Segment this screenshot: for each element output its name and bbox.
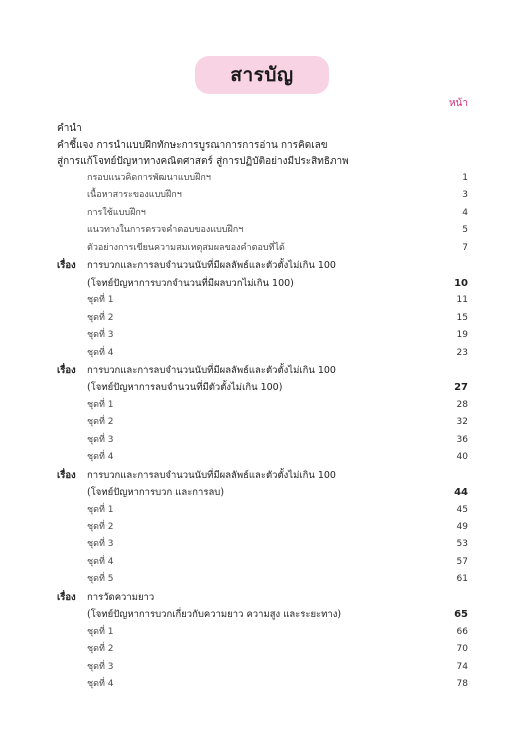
toc-row-subtitle — [0, 484, 524, 501]
toc-row-set — [0, 676, 524, 693]
toc-page-number: 44 — [454, 487, 468, 499]
title-area — [0, 56, 524, 94]
toc-row-set — [0, 659, 524, 676]
toc-page-number: 61 — [456, 574, 468, 585]
topic-word: เรื่อง — [57, 364, 76, 376]
toc-page-number: 40 — [456, 452, 468, 463]
toc-page-number: 19 — [456, 330, 468, 341]
toc-row-set — [0, 292, 524, 309]
set-label: ชุดที่ 4 — [87, 452, 114, 463]
toc-page-number: 11 — [456, 295, 468, 306]
set-label: ชุดที่ 1 — [87, 399, 114, 410]
toc-page-number: 1 — [462, 173, 468, 183]
set-label: ชุดที่ 5 — [87, 574, 114, 585]
topic-subtitle: (โจทย์ปัญหาการบวกจำนวนที่มีผลบวกไม่เกิน 100) — [87, 277, 294, 289]
toc-row-prelim — [0, 240, 524, 257]
toc-page-number: 65 — [454, 609, 468, 621]
toc-row-set — [0, 397, 524, 414]
set-label: ชุดที่ 3 — [87, 661, 114, 672]
page-column-header: หน้า — [448, 98, 468, 109]
toc-page-number: 49 — [456, 522, 468, 532]
intro-line-explanation: คำชี้แจง การนำแบบฝึกทักษะการบูรณาการการอ่าน การคิดเลข — [57, 139, 328, 151]
toc-page-number: 7 — [462, 242, 468, 253]
topic-word: เรื่อง — [57, 591, 76, 603]
toc-row-set — [0, 554, 524, 571]
toc-entry-label: เนื้อหาสาระของแบบฝึกฯ — [87, 190, 182, 201]
intro-block — [57, 121, 477, 171]
toc-row-topic — [0, 589, 524, 606]
toc-row-topic — [0, 362, 524, 379]
toc-page-number: 28 — [456, 399, 468, 410]
toc-row-prelim — [0, 222, 524, 239]
toc-row-set — [0, 432, 524, 449]
set-label: ชุดที่ 2 — [87, 644, 114, 655]
topic-title: การบวกและการลบจำนวนนับที่มีผลลัพธ์และตัวตั้งไม่เกิน 100 — [87, 469, 336, 481]
toc-row-set — [0, 519, 524, 536]
toc-row-subtitle — [0, 275, 524, 292]
toc-row-set — [0, 310, 524, 327]
topic-subtitle: (โจทย์ปัญหาการบวกเกี่ยวกับความยาว ความสูง และระยะทาง) — [87, 609, 342, 621]
toc-row-set — [0, 571, 524, 588]
topic-title: การวัดความยาว — [87, 591, 155, 603]
set-label: ชุดที่ 3 — [87, 434, 114, 445]
toc-page-number: 4 — [462, 207, 468, 218]
toc-entry-label: การใช้แบบฝึกฯ — [87, 207, 146, 218]
toc-row-set — [0, 502, 524, 519]
intro-line-foreword: คำนำ — [57, 123, 82, 134]
topic-word: เรื่อง — [57, 260, 76, 272]
topic-title: การบวกและการลบจำนวนนับที่มีผลลัพธ์และตัวตั้งไม่เกิน 100 — [87, 260, 336, 272]
set-label: ชุดที่ 1 — [87, 626, 114, 637]
toc-page-number: 78 — [456, 679, 468, 690]
topic-word: เรื่อง — [57, 469, 76, 481]
page-title: สารบัญ — [195, 56, 329, 94]
toc-page-number: 36 — [456, 434, 468, 445]
set-label: ชุดที่ 3 — [87, 539, 114, 550]
toc-page-number: 45 — [456, 504, 468, 515]
intro-line-explanation-cont: สู่การแก้โจทย์ปัญหาทางคณิตศาสตร์ สู่การปฏิบัติอย่างมีประสิทธิภาพ — [57, 156, 349, 167]
toc-page-number: 10 — [454, 277, 468, 289]
toc-row-subtitle — [0, 379, 524, 396]
set-label: ชุดที่ 2 — [87, 522, 114, 532]
set-label: ชุดที่ 1 — [87, 504, 114, 515]
set-label: ชุดที่ 2 — [87, 417, 114, 428]
toc-page-number: 32 — [456, 417, 468, 428]
set-label: ชุดที่ 4 — [87, 556, 114, 567]
toc-page-number: 23 — [456, 347, 468, 358]
toc-row-prelim — [0, 170, 524, 187]
toc-row-set — [0, 327, 524, 344]
toc-row-subtitle — [0, 606, 524, 623]
toc-row-set — [0, 536, 524, 553]
toc-row-topic — [0, 467, 524, 484]
toc-page-number: 15 — [456, 312, 468, 323]
toc-row-set — [0, 345, 524, 362]
toc-page-number: 53 — [456, 539, 468, 550]
toc-entry-label: ตัวอย่างการเขียนความสมเหตุสมผลของคำตอบที่ได้ — [87, 242, 285, 253]
toc-page-number: 70 — [456, 644, 468, 655]
topic-title: การบวกและการลบจำนวนนับที่มีผลลัพธ์และตัวตั้งไม่เกิน 100 — [87, 364, 336, 376]
toc-row-prelim — [0, 205, 524, 222]
toc-row-prelim — [0, 187, 524, 204]
toc-row-set — [0, 641, 524, 658]
set-label: ชุดที่ 3 — [87, 330, 114, 341]
toc-row-set — [0, 449, 524, 466]
set-label: ชุดที่ 2 — [87, 312, 114, 323]
toc-row-set — [0, 414, 524, 431]
set-label: ชุดที่ 1 — [87, 295, 114, 306]
set-label: ชุดที่ 4 — [87, 347, 114, 358]
toc-page-number: 5 — [462, 225, 468, 236]
toc-page-number: 74 — [456, 661, 468, 672]
toc-row-topic — [0, 257, 524, 274]
toc-entry-label: กรอบแนวคิดการพัฒนาแบบฝึกฯ — [87, 173, 211, 183]
topic-subtitle: (โจทย์ปัญหาการลบจำนวนที่มีตัวตั้งไม่เกิน 100) — [87, 382, 283, 394]
toc-page-number: 66 — [456, 626, 468, 637]
toc-page-number: 27 — [454, 382, 468, 394]
set-label: ชุดที่ 4 — [87, 679, 114, 690]
toc-page-number: 57 — [456, 556, 468, 567]
toc-row-set — [0, 624, 524, 641]
topic-subtitle: (โจทย์ปัญหาการบวก และการลบ) — [87, 487, 225, 499]
toc-entry-label: แนวทางในการตรวจคำตอบของแบบฝึกฯ — [87, 225, 244, 236]
toc-page-number: 3 — [462, 190, 468, 201]
